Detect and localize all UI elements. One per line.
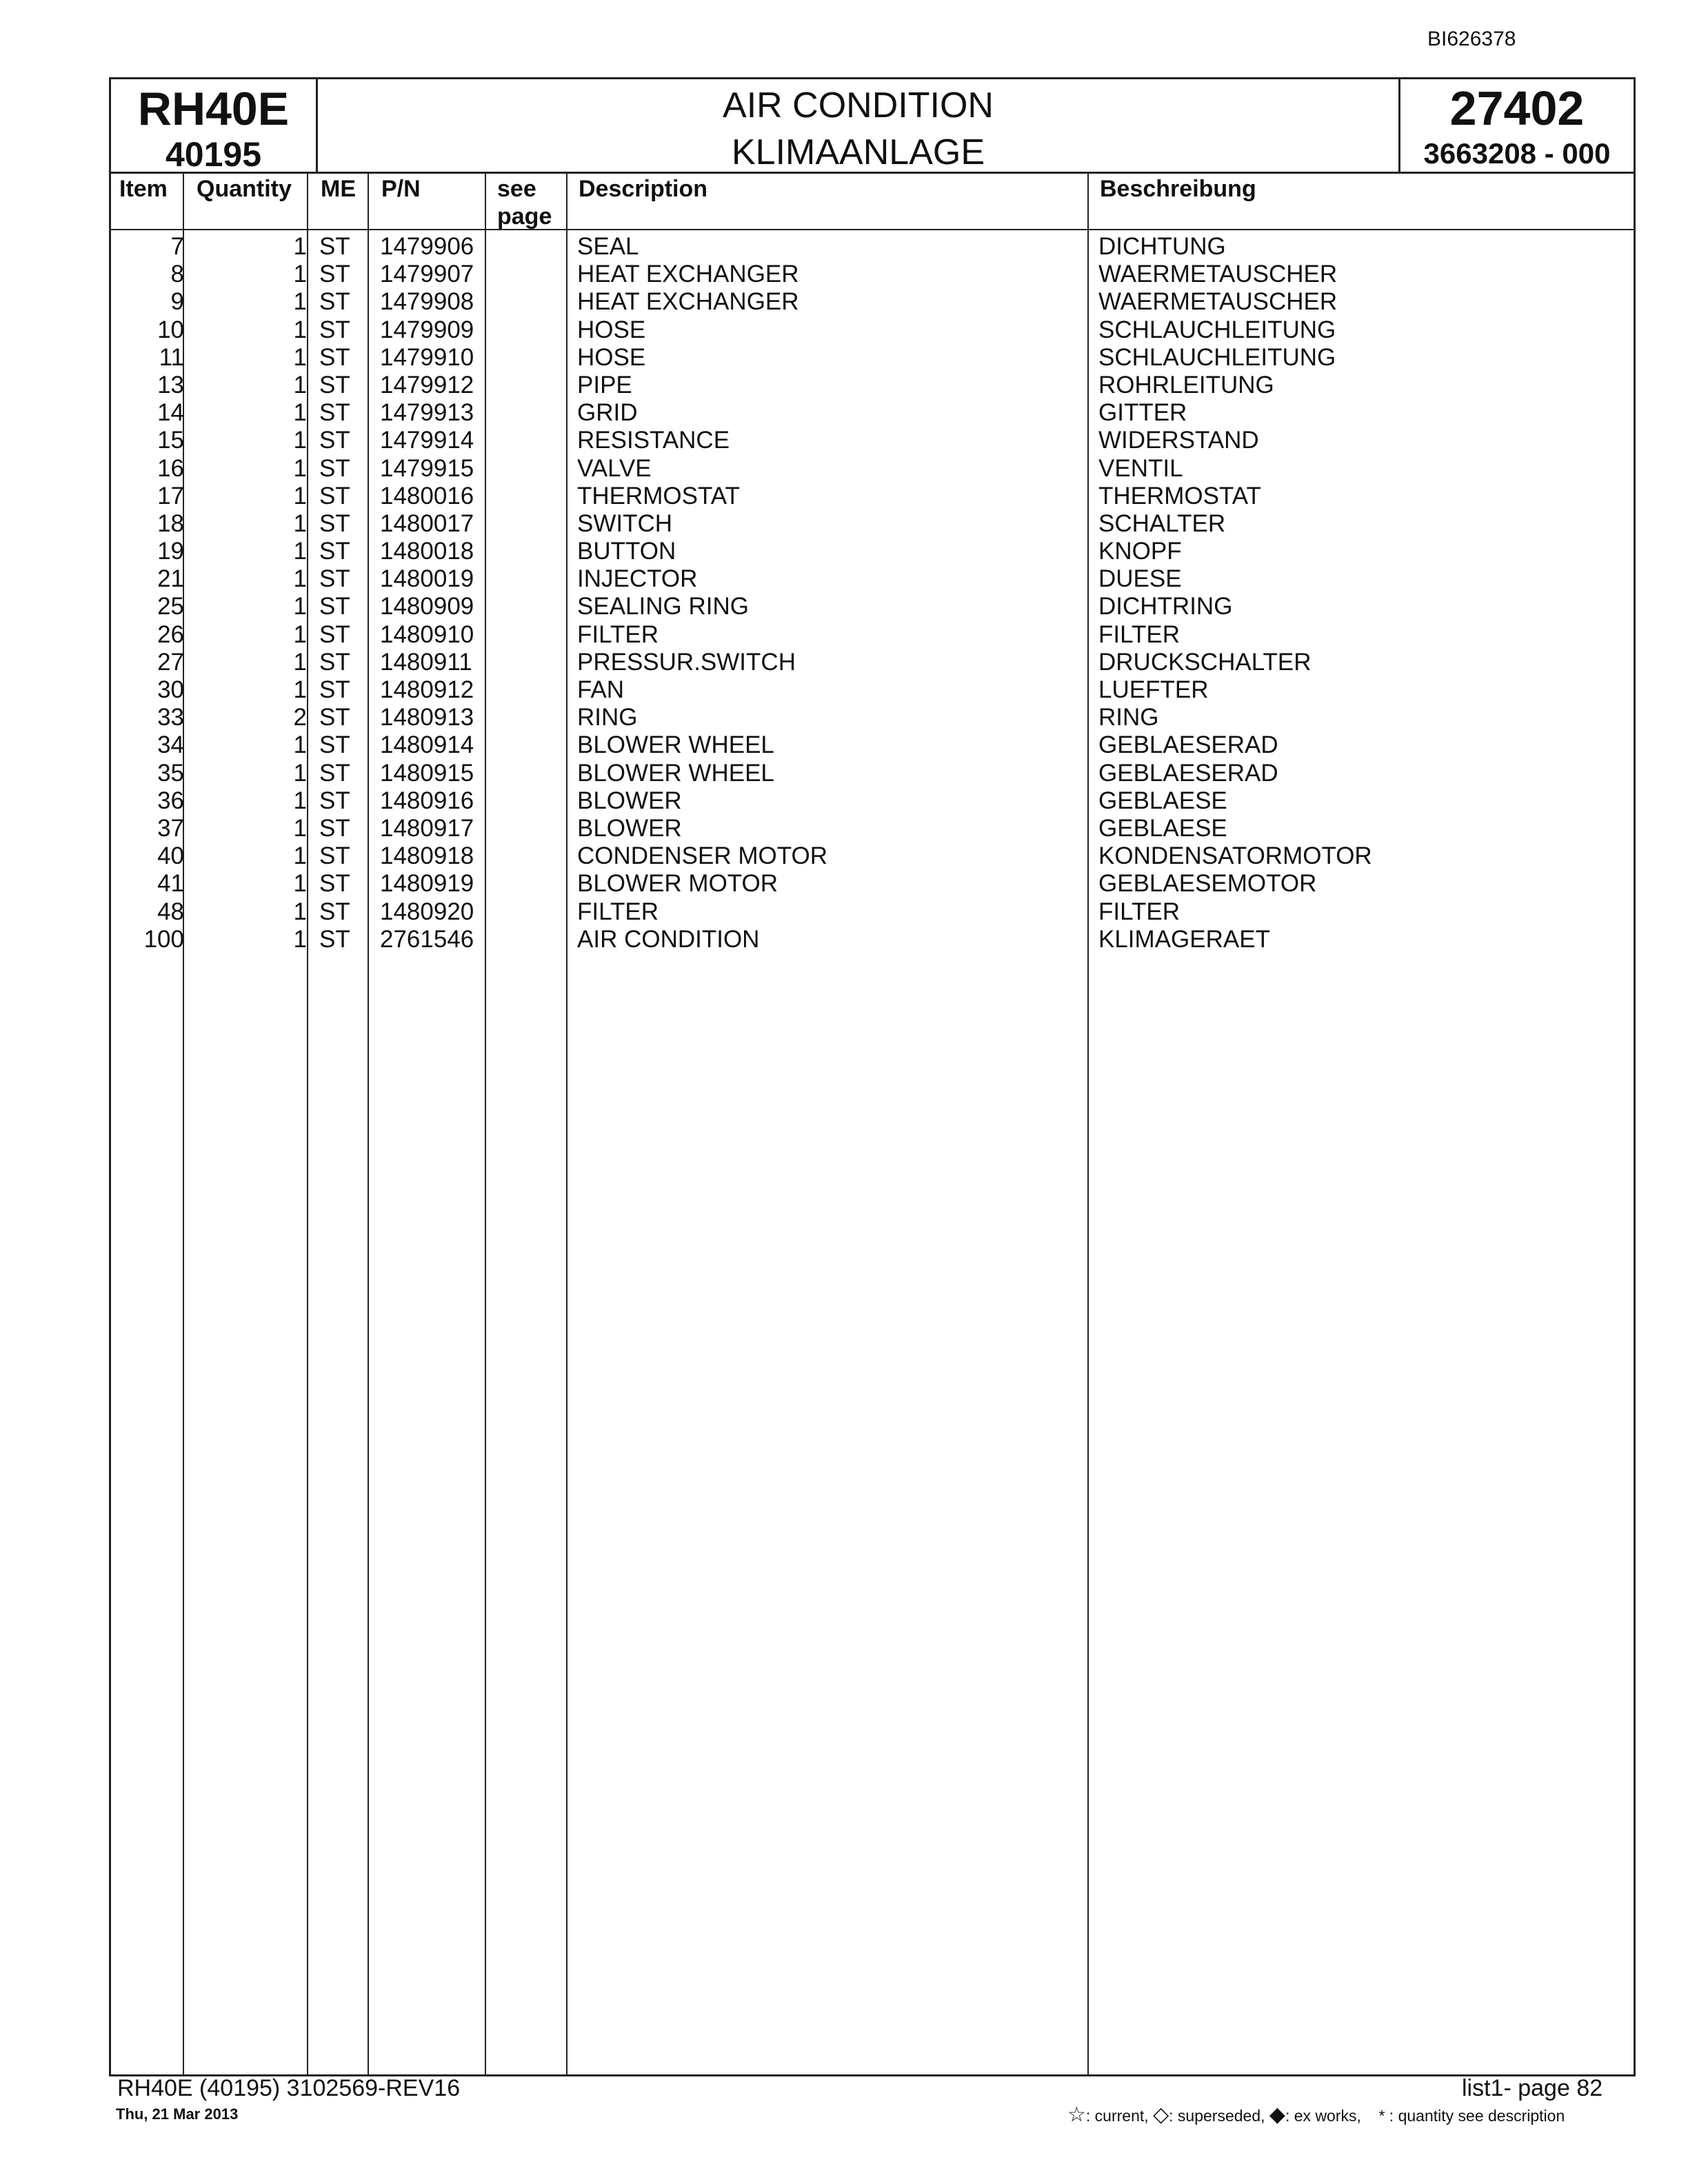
row-item: 37	[157, 814, 184, 842]
row-item: 35	[157, 759, 184, 787]
row-description: PIPE	[577, 371, 632, 398]
row-part-number: 1480018	[380, 538, 474, 565]
parts-table	[109, 174, 1636, 2076]
row-part-number: 1480911	[380, 648, 472, 676]
row-part-number: 1479912	[380, 371, 474, 398]
row-quantity: 1	[293, 814, 307, 842]
row-quantity: 1	[293, 565, 307, 593]
row-part-number: 1480016	[380, 482, 474, 509]
title-german: KLIMAANLAGE	[731, 132, 985, 172]
row-part-number: 1479906	[380, 233, 474, 260]
row-description: SEALING RING	[577, 593, 749, 620]
row-description: THERMOSTAT	[577, 482, 740, 509]
row-beschreibung: WAERMETAUSCHER	[1098, 288, 1338, 316]
row-me: ST	[319, 787, 350, 814]
row-description: RING	[577, 704, 638, 731]
row-part-number: 1479907	[380, 261, 474, 288]
group-number: 27402	[1449, 81, 1585, 135]
row-description: BLOWER MOTOR	[577, 870, 778, 898]
row-item: 10	[157, 316, 184, 343]
row-me: ST	[319, 509, 350, 537]
legend-current: : current,	[1085, 2107, 1149, 2125]
table-row	[111, 815, 1634, 842]
row-part-number: 1480019	[380, 565, 474, 593]
row-quantity: 1	[293, 288, 307, 316]
row-part-number: 1479915	[380, 454, 474, 482]
table-row	[111, 649, 1634, 676]
row-quantity: 1	[293, 787, 307, 814]
row-item: 26	[157, 620, 184, 648]
row-quantity: 1	[293, 233, 307, 260]
table-row	[111, 621, 1634, 649]
row-part-number: 1479914	[380, 427, 474, 454]
table-row	[111, 399, 1634, 427]
row-description: BUTTON	[577, 538, 676, 565]
row-quantity: 1	[293, 731, 307, 759]
column-header-item: Item	[119, 176, 168, 202]
title-english: AIR CONDITION	[723, 85, 994, 125]
row-me: ST	[319, 870, 350, 898]
row-beschreibung: KNOPF	[1098, 538, 1182, 565]
row-part-number: 1480918	[380, 842, 474, 870]
legend-superseded: : superseded,	[1169, 2107, 1265, 2125]
row-description: BLOWER WHEEL	[577, 731, 774, 759]
row-part-number: 1479913	[380, 399, 474, 427]
title-cell	[318, 79, 1400, 172]
row-me: ST	[319, 482, 350, 509]
row-part-number: 1480017	[380, 509, 474, 537]
row-me: ST	[319, 565, 350, 593]
table-row	[111, 510, 1634, 538]
column-header-pn: P/N	[381, 176, 421, 202]
row-quantity: 1	[293, 399, 307, 427]
row-part-number: 1480913	[380, 704, 474, 731]
diamond-filled-icon: ◆	[1269, 2103, 1285, 2126]
row-part-number: 1480916	[380, 787, 474, 814]
column-header-description: Description	[579, 176, 708, 202]
group-cell	[1400, 79, 1634, 172]
row-beschreibung: SCHALTER	[1098, 509, 1226, 537]
row-me: ST	[319, 593, 350, 620]
row-beschreibung: FILTER	[1098, 620, 1180, 648]
table-row	[111, 288, 1634, 316]
row-item: 33	[157, 704, 184, 731]
row-beschreibung: DICHTUNG	[1098, 233, 1226, 260]
row-description: CONDENSER MOTOR	[577, 842, 827, 870]
row-beschreibung: DICHTRING	[1098, 593, 1233, 620]
table-row	[111, 261, 1634, 288]
row-quantity: 2	[293, 704, 307, 731]
table-body	[111, 233, 1634, 953]
row-item: 18	[157, 509, 184, 537]
row-beschreibung: GEBLAESE	[1098, 787, 1227, 814]
row-me: ST	[319, 399, 350, 427]
table-row	[111, 344, 1634, 372]
row-beschreibung: SCHLAUCHLEITUNG	[1098, 343, 1336, 371]
assembly-part-number: 3663208 - 000	[1423, 137, 1611, 170]
row-description: BLOWER	[577, 814, 682, 842]
table-row	[111, 731, 1634, 759]
model-name: RH40E	[137, 83, 290, 135]
row-item: 9	[170, 288, 184, 316]
row-part-number: 2761546	[380, 925, 474, 953]
row-quantity: 1	[293, 620, 307, 648]
row-quantity: 1	[293, 427, 307, 454]
row-part-number: 1480910	[380, 620, 474, 648]
row-quantity: 1	[293, 648, 307, 676]
table-row	[111, 455, 1634, 483]
table-row	[111, 427, 1634, 454]
row-item: 36	[157, 787, 184, 814]
row-description: GRID	[577, 399, 638, 427]
row-quantity: 1	[293, 509, 307, 537]
row-item: 27	[157, 648, 184, 676]
model-cell	[111, 79, 318, 172]
row-part-number: 1479908	[380, 288, 474, 316]
row-me: ST	[319, 343, 350, 371]
row-description: FILTER	[577, 620, 659, 648]
row-item: 17	[157, 482, 184, 509]
row-beschreibung: RING	[1098, 704, 1159, 731]
row-quantity: 1	[293, 898, 307, 925]
row-item: 48	[157, 898, 184, 925]
table-row	[111, 593, 1634, 620]
footer-page-number: list1- page 82	[1462, 2075, 1603, 2101]
row-description: BLOWER	[577, 787, 682, 814]
see-page-line2: page	[497, 203, 552, 230]
row-item: 25	[157, 593, 184, 620]
star-outline-icon: ☆	[1067, 2103, 1086, 2126]
page-header	[109, 77, 1636, 174]
row-beschreibung: GEBLAESERAD	[1098, 731, 1278, 759]
row-quantity: 1	[293, 454, 307, 482]
row-me: ST	[319, 288, 350, 316]
row-item: 15	[157, 427, 184, 454]
table-row	[111, 372, 1634, 399]
row-me: ST	[319, 371, 350, 398]
row-beschreibung: WAERMETAUSCHER	[1098, 261, 1338, 288]
row-description: AIR CONDITION	[577, 925, 760, 953]
row-item: 14	[157, 399, 184, 427]
row-part-number: 1479910	[380, 343, 474, 371]
row-item: 11	[159, 343, 184, 371]
row-quantity: 1	[293, 676, 307, 703]
row-me: ST	[319, 538, 350, 565]
row-item: 8	[170, 261, 184, 288]
row-me: ST	[319, 676, 350, 703]
row-me: ST	[319, 648, 350, 676]
row-item: 100	[143, 925, 184, 953]
row-part-number: 1480919	[380, 870, 474, 898]
row-quantity: 1	[293, 538, 307, 565]
row-beschreibung: THERMOSTAT	[1098, 482, 1261, 509]
row-description: HOSE	[577, 316, 646, 343]
row-item: 16	[157, 454, 184, 482]
row-item: 41	[157, 870, 184, 898]
document-id: BI626378	[1427, 28, 1516, 50]
row-me: ST	[319, 759, 350, 787]
row-beschreibung: WIDERSTAND	[1098, 427, 1259, 454]
diamond-outline-icon: ◇	[1153, 2103, 1169, 2126]
row-item: 34	[157, 731, 184, 759]
row-quantity: 1	[293, 316, 307, 343]
row-part-number: 1480909	[380, 593, 474, 620]
row-me: ST	[319, 898, 350, 925]
table-row	[111, 704, 1634, 731]
row-me: ST	[319, 620, 350, 648]
row-quantity: 1	[293, 925, 307, 953]
row-item: 40	[157, 842, 184, 870]
row-me: ST	[319, 454, 350, 482]
row-quantity: 1	[293, 593, 307, 620]
row-me: ST	[319, 316, 350, 343]
row-part-number: 1480914	[380, 731, 474, 759]
row-me: ST	[319, 704, 350, 731]
row-me: ST	[319, 814, 350, 842]
row-part-number: 1480912	[380, 676, 474, 703]
column-header-me: ME	[321, 176, 356, 202]
table-row	[111, 760, 1634, 787]
footer-date: Thu, 21 Mar 2013	[116, 2105, 239, 2123]
row-beschreibung: SCHLAUCHLEITUNG	[1098, 316, 1336, 343]
row-me: ST	[319, 261, 350, 288]
column-header-quantity: Quantity	[197, 176, 292, 202]
row-quantity: 1	[293, 870, 307, 898]
row-beschreibung: FILTER	[1098, 898, 1180, 925]
row-quantity: 1	[293, 371, 307, 398]
row-item: 7	[170, 233, 184, 260]
row-me: ST	[319, 925, 350, 953]
row-quantity: 1	[293, 759, 307, 787]
footer-reference: RH40E (40195) 3102569-REV16	[117, 2075, 461, 2101]
row-beschreibung: ROHRLEITUNG	[1098, 371, 1274, 398]
see-page-line1: see	[497, 176, 536, 202]
model-number: 40195	[165, 135, 262, 174]
row-me: ST	[319, 731, 350, 759]
table-row	[111, 926, 1634, 953]
row-me: ST	[319, 427, 350, 454]
table-row	[111, 233, 1634, 261]
table-row	[111, 565, 1634, 593]
row-item: 19	[157, 538, 184, 565]
row-beschreibung: GEBLAESERAD	[1098, 759, 1278, 787]
row-beschreibung: DRUCKSCHALTER	[1098, 648, 1312, 676]
row-item: 30	[157, 676, 184, 703]
row-description: INJECTOR	[577, 565, 698, 593]
row-description: HEAT EXCHANGER	[577, 261, 799, 288]
row-description: FILTER	[577, 898, 659, 925]
row-beschreibung: DUESE	[1098, 565, 1182, 593]
column-header-see-page	[497, 175, 552, 230]
table-row	[111, 898, 1634, 926]
row-part-number: 1480917	[380, 814, 474, 842]
legend-ex-works: : ex works,	[1285, 2107, 1361, 2125]
table-row	[111, 538, 1634, 565]
row-item: 21	[157, 565, 184, 593]
row-item: 13	[157, 371, 184, 398]
row-part-number: 1480920	[380, 898, 474, 925]
row-beschreibung: LUEFTER	[1098, 676, 1209, 703]
table-row	[111, 676, 1634, 704]
row-description: SEAL	[577, 233, 639, 260]
row-me: ST	[319, 233, 350, 260]
row-beschreibung: KLIMAGERAET	[1098, 925, 1270, 953]
row-description: FAN	[577, 676, 625, 703]
row-quantity: 1	[293, 482, 307, 509]
row-description: RESISTANCE	[577, 427, 730, 454]
table-row	[111, 483, 1634, 510]
row-description: HEAT EXCHANGER	[577, 288, 799, 316]
row-part-number: 1479909	[380, 316, 474, 343]
row-description: BLOWER WHEEL	[577, 759, 774, 787]
column-header-beschreibung: Beschreibung	[1100, 176, 1256, 202]
row-beschreibung: GEBLAESE	[1098, 814, 1227, 842]
row-quantity: 1	[293, 343, 307, 371]
row-quantity: 1	[293, 261, 307, 288]
row-beschreibung: GITTER	[1098, 399, 1187, 427]
row-me: ST	[319, 842, 350, 870]
row-description: VALVE	[577, 454, 652, 482]
row-part-number: 1480915	[380, 759, 474, 787]
row-beschreibung: VENTIL	[1098, 454, 1183, 482]
table-row	[111, 842, 1634, 870]
table-row	[111, 870, 1634, 898]
footer-legend	[1067, 2103, 1565, 2127]
legend-quantity-note: * : quantity see description	[1378, 2107, 1565, 2125]
table-row	[111, 787, 1634, 815]
row-description: PRESSUR.SWITCH	[577, 648, 796, 676]
row-beschreibung: GEBLAESEMOTOR	[1098, 870, 1317, 898]
row-quantity: 1	[293, 842, 307, 870]
row-description: SWITCH	[577, 509, 673, 537]
row-description: HOSE	[577, 343, 646, 371]
header-divider	[111, 229, 1634, 230]
row-beschreibung: KONDENSATORMOTOR	[1098, 842, 1372, 870]
table-row	[111, 316, 1634, 344]
